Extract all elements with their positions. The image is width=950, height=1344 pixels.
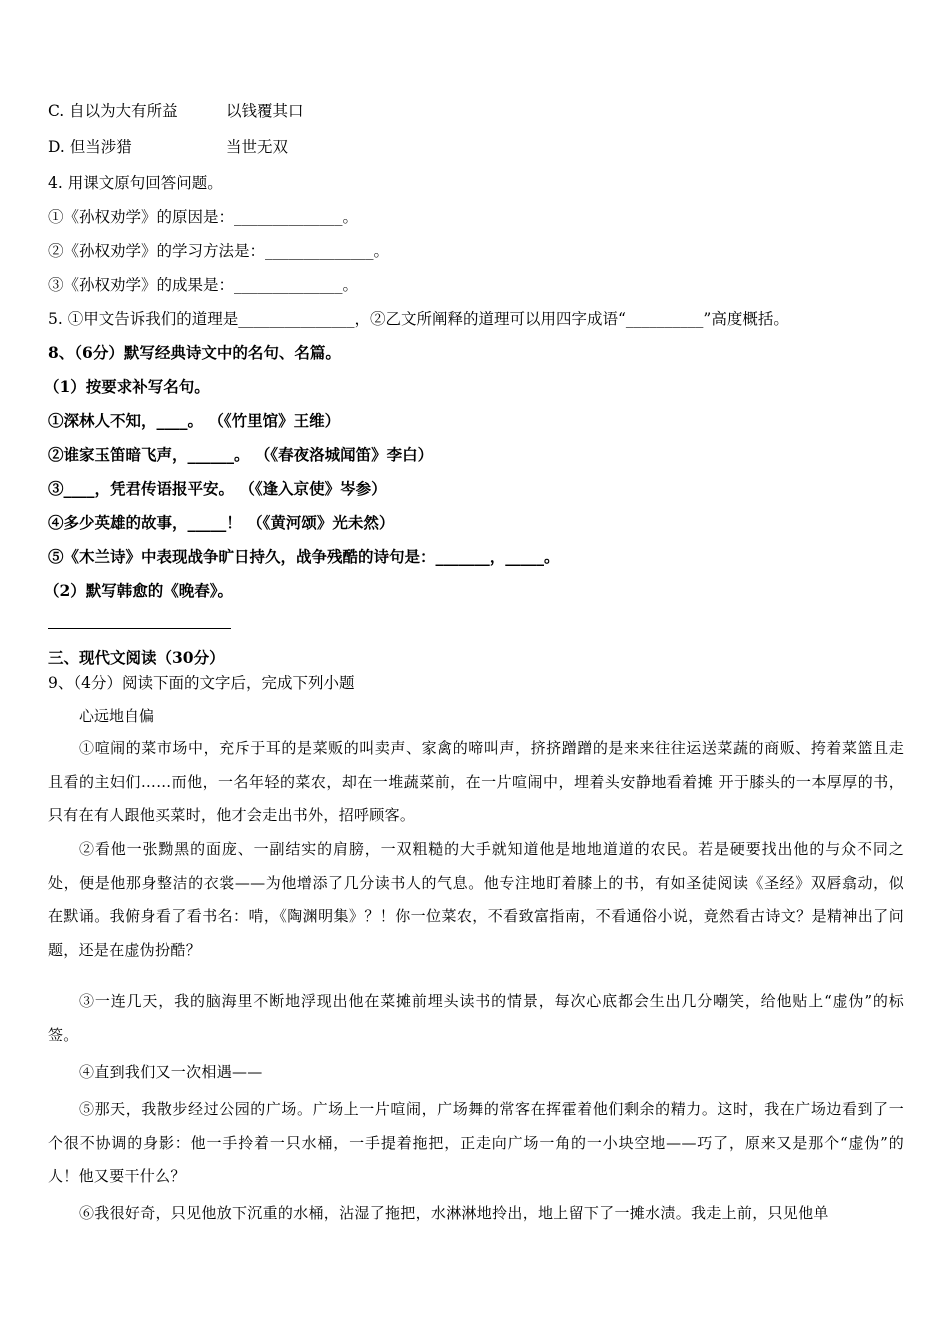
option-d-right: 当世无双: [226, 138, 289, 156]
passage-paragraph-2: ②看他一张黝黑的面庞、一副结实的肩膀，一双粗糙的大手就知道他是地地道道的农民。若是硬要找出他的与众不同之处，便是他那身整洁的衣裳——为他增添了几分读书人的气息。他专注地盯着膝上的书，有如圣徒阅读《圣经》双唇翕动，似在默诵。我俯身看了看书名：啃，《陶渊明集》？！你一位菜农，不看致富指南，不看通俗小说，竟然看古诗文？是精神出了问题，还是在虚伪扮酷？: [48, 840, 904, 960]
passage-paragraph-5: ⑤那天，我散步经过公园的广场。广场上一片喧闹，广场舞的常客在挥霍着他们剩余的精力。这时，我在广场边看到了一个很不协调的身影：他一手拎着一只水桶，一手提着拖把，正走向广场一角的一小块空地——巧了，原来又是那个“虚伪”的人！他又要干什么？: [48, 1100, 904, 1186]
option-c: [48, 101, 178, 121]
question-4: 4. 用课文原句回答问题。: [48, 174, 223, 192]
question-8-item-4: ④多少英雄的故事，_____！ （《黄河颂》光未然）: [48, 513, 395, 532]
passage-paragraph-1: ①喧闹的菜市场中，充斥于耳的是菜贩的叫卖声、家禽的啼叫声，挤挤蹭蹭的是来来往往运送菜蔬的商贩、挎着菜篮且走且看的主妇们……而他，一名年轻的菜农，却在一堆蔬菜前，在一片喧闹中，埋着头安静地看着摊 开于膝头的一本厚厚的书，只有在有人跟他买菜时，他才会走出书外，招呼顾客。: [48, 739, 904, 825]
passage-paragraph-6: ⑥我很好奇，只见他放下沉重的水桶，沾湿了拖把，水淋淋地拎出，地上留下了一摊水渍。我走上前，只见他单: [79, 1204, 829, 1222]
option-c-label: C. 自以为大有所益: [48, 102, 178, 120]
question-4-2: ②《孙权劝学》的学习方法是：______________。: [48, 242, 390, 260]
question-9: 9、（4分）阅读下面的文字后，完成下列小题: [48, 674, 355, 692]
question-8-part1: （1）按要求补写名句。: [44, 377, 210, 396]
question-5: 5. ①甲文告诉我们的道理是_______________，②乙文所阐释的道理可以用四字成语“__________”高度概括。: [48, 310, 789, 328]
option-c-right: 以钱覆其口: [226, 102, 304, 120]
question-8-item-5: ⑤《木兰诗》中表现战争旷日持久，战争残酷的诗句是：_______，_____。: [48, 547, 560, 566]
question-8-item-3: ③____，凭君传语报平安。 （《逢入京使》岑参）: [48, 479, 387, 498]
passage-title: 心远地自偏: [79, 707, 155, 725]
passage-paragraph-4: ④直到我们又一次相遇——: [79, 1063, 263, 1081]
question-8-item-1: ①深林人不知，____。 （《竹里馆》王维）: [48, 411, 341, 430]
question-8-item-2: ②谁家玉笛暗飞声，______。 （《春夜洛城闻笛》李白）: [48, 445, 434, 464]
answer-blank-line: [48, 628, 231, 629]
question-8-part2: （2）默写韩愈的《晚春》。: [44, 581, 234, 600]
passage-paragraph-3: ③一连几天，我的脑海里不断地浮现出他在菜摊前埋头读书的情景，每次心底都会生出几分嘲笑，给他贴上“虚伪”的标签。: [48, 992, 904, 1044]
question-4-1: ①《孙权劝学》的原因是：______________。: [48, 208, 359, 226]
question-8-header: 8、（6分）默写经典诗文中的名句、名篇。: [48, 343, 341, 362]
section-3-heading: 三、现代文阅读（30分）: [48, 648, 225, 667]
question-4-3: ③《孙权劝学》的成果是：______________。: [48, 276, 359, 294]
option-d-label: D. 但当涉猎: [48, 138, 132, 156]
option-d: [48, 137, 132, 157]
